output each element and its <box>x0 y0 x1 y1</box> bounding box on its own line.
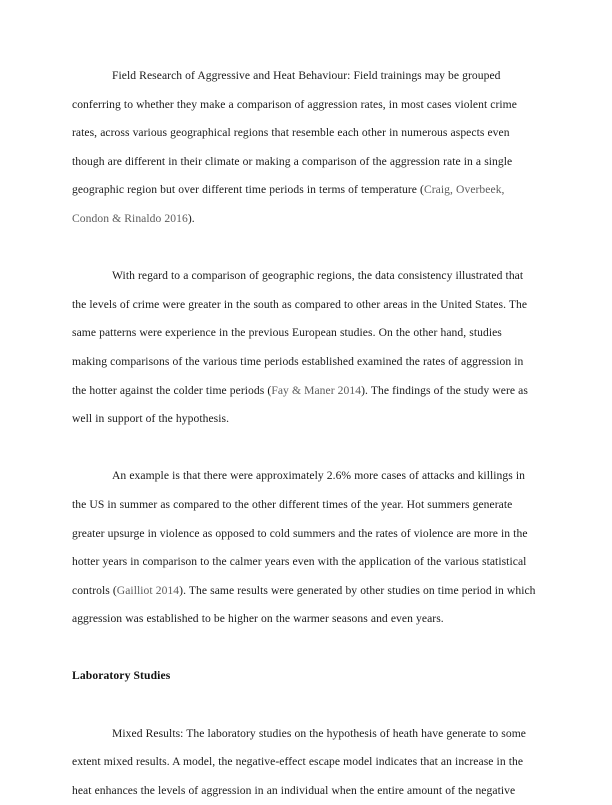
paragraph-text: Mixed Results: The laboratory studies on the hypothesis of heath have generate to some extent mixed results. A model, the negative-effect escape model indicates that an increase in the heat enhances the levels of aggression in an individual when the entire amount of the negative <box>72 726 527 797</box>
paragraph-text-tail: ). <box>187 211 195 225</box>
paragraph-text: With regard to a comparison of geographic regions, the data consistency illustrated that the levels of crime were greater in the south as compared to other areas in the United States. The same patterns were experience in the previous European studies. On the other hand, studies making comparisons of the various time periods established examined the rates of aggression in the hotter against the colder time periods ( <box>72 269 528 397</box>
document-body <box>72 62 540 805</box>
paragraph-mixed-results <box>72 720 540 805</box>
paragraph-text-tail: ). The same results were generated by other studies on time period in which aggression was established to be higher on the warmer seasons and even years. <box>72 583 536 626</box>
paragraph-text: An example is that there were approximately 2.6% more cases of attacks and killings in the US in summer as compared to the other different times of the year. Hot summers generate greater upsurge in violence as opposed to cold summers and the rates of violence are more in the hotter years in comparison to the calmer years even with the application of the various statistical controls ( <box>72 469 528 597</box>
paragraph-text-tail: ). The findings of the study were as well in support of the hypothesis. <box>72 383 528 426</box>
paragraph-field-research <box>72 62 540 234</box>
paragraph-example-summer <box>72 462 540 634</box>
paragraph-geographic-regions <box>72 262 540 434</box>
citation-reference: Fay & Maner 2014 <box>271 383 362 397</box>
section-heading-laboratory-studies: Laboratory Studies <box>72 669 171 683</box>
paragraph-text: Field Research of Aggressive and Heat Behaviour: Field trainings may be grouped conferring to whether they make a comparison of aggression rates, in most cases violent crime rates, across various geographical regions that resemble each other in numerous aspects even though are different in their climate or making a comparison of the aggression rate in a single geographic region but over different time periods in terms of temperature ( <box>72 69 517 197</box>
citation-reference: Craig, Overbeek, Condon & Rinaldo 2016 <box>72 183 505 225</box>
citation-reference: Gailliot 2014 <box>116 583 180 597</box>
